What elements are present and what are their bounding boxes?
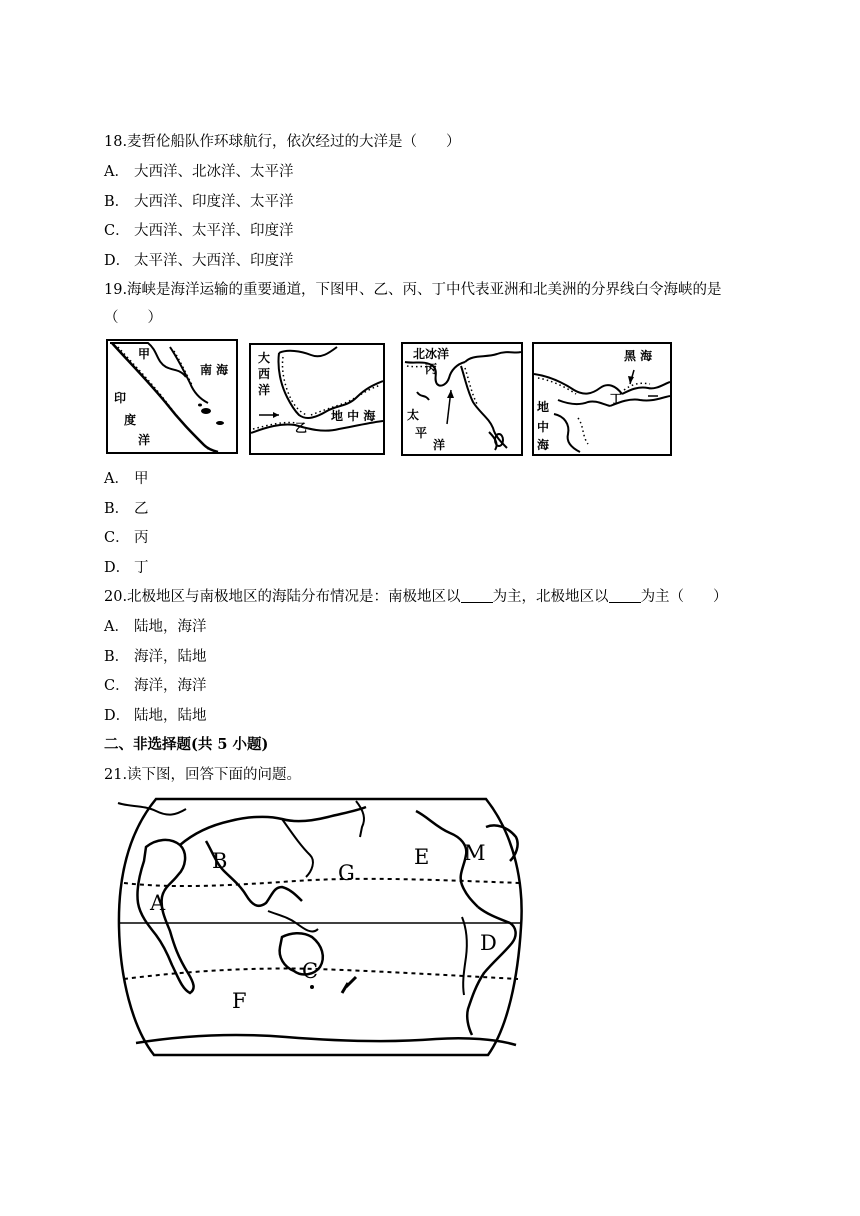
world-map: [116, 797, 526, 1057]
strait-map-jia-drawing: [108, 341, 236, 452]
answer-blank-2[interactable]: [609, 588, 641, 603]
label-heihai: 黑 海: [624, 349, 653, 363]
q18-option-b[interactable]: [104, 190, 294, 211]
label-yang: 洋: [433, 438, 446, 452]
q20-stem-part3: 为主（ ）: [640, 589, 728, 605]
option-text: 太平洋、大西洋、印度洋: [134, 253, 294, 269]
label-ding: 丁: [610, 392, 623, 406]
option-text: 大西洋、太平洋、印度洋: [134, 223, 294, 239]
option-letter: A．: [104, 471, 129, 487]
q21-stem: 21.读下图，回答下面的问题。: [104, 767, 302, 783]
label-du: 度: [124, 413, 137, 427]
map-label-g: G: [338, 861, 355, 885]
label-di: 地: [537, 400, 550, 414]
label-nanhai: 南 海: [200, 363, 229, 377]
label-beibingyang: 北冰洋: [413, 347, 450, 361]
q20-stem-part2: 为主，北极地区以: [492, 589, 609, 605]
q18-option-d[interactable]: [104, 249, 294, 270]
label-da: 大: [258, 351, 271, 365]
q19-option-a[interactable]: [104, 467, 149, 488]
strait-map-ding: [532, 342, 672, 456]
strait-map-bing: [401, 342, 523, 456]
option-letter: A．: [104, 619, 129, 635]
q19-stem-line1: 19.海峡是海洋运输的重要通道，下图甲、乙、丙、丁中代表亚洲和北美洲的分界线白令海峡的是: [104, 282, 722, 298]
map-label-a: A: [150, 891, 166, 915]
label-yang: 洋: [258, 383, 271, 397]
map-label-c: C: [302, 959, 319, 983]
q19-option-c[interactable]: [104, 526, 149, 547]
option-letter: B．: [104, 194, 130, 210]
option-text: 海洋，陆地: [134, 649, 207, 665]
q18-stem: 18.麦哲伦船队作环球航行，依次经过的大洋是（ ）: [104, 134, 461, 150]
option-text: 陆地，海洋: [134, 619, 207, 635]
label-dizhonghai: 地 中 海: [331, 409, 376, 423]
option-text: 甲: [134, 471, 149, 487]
q20-stem-part1: 20.北极地区与南极地区的海陆分布情况是：南极地区以: [104, 589, 461, 605]
q20-option-c[interactable]: [104, 674, 207, 695]
label-zhong: 中: [537, 420, 550, 434]
label-hai: 海: [537, 438, 550, 452]
label-yi: 乙: [295, 421, 308, 435]
answer-blank-1[interactable]: [461, 588, 493, 603]
label-xi: 西: [258, 367, 271, 381]
label-jia: 甲: [138, 347, 151, 361]
map-label-e: E: [414, 845, 430, 869]
q19-stem-line2: （ ）: [104, 310, 162, 326]
q18-option-a[interactable]: [104, 160, 294, 181]
option-letter: C．: [104, 530, 130, 546]
label-bing: 丙: [425, 362, 438, 376]
label-yin: 印: [114, 391, 127, 405]
option-text: 丁: [134, 560, 149, 576]
section-title: 二、非选择题(共 5 小题): [104, 736, 269, 753]
option-letter: C．: [104, 678, 130, 694]
q20-option-d[interactable]: [104, 704, 207, 725]
option-text: 丙: [134, 530, 149, 546]
option-letter: D．: [104, 708, 131, 724]
world-map-drawing: [116, 797, 526, 1057]
q18-option-c[interactable]: [104, 219, 294, 240]
option-letter: D．: [104, 253, 131, 269]
label-ping: 平: [415, 426, 428, 440]
option-text: 乙: [134, 501, 149, 517]
q20-option-b[interactable]: [104, 645, 207, 666]
q19-option-d[interactable]: [104, 556, 149, 577]
map-label-m: M: [464, 841, 486, 865]
option-letter: A．: [104, 164, 129, 180]
strait-map-yi: [249, 343, 385, 455]
option-letter: B．: [104, 649, 130, 665]
q19-option-b[interactable]: [104, 497, 149, 518]
option-text: 大西洋、北冰洋、太平洋: [134, 164, 294, 180]
q20-option-a[interactable]: [104, 615, 207, 636]
option-text: 大西洋、印度洋、太平洋: [134, 194, 294, 210]
map-label-b: B: [212, 849, 228, 873]
map-label-f: F: [232, 989, 247, 1013]
option-text: 海洋，海洋: [134, 678, 207, 694]
label-yang: 洋: [138, 433, 151, 447]
option-letter: B．: [104, 501, 130, 517]
q20-stem: [104, 585, 728, 606]
strait-map-jia: [106, 339, 238, 454]
option-letter: C．: [104, 223, 130, 239]
map-label-d: D: [480, 931, 497, 955]
option-text: 陆地，陆地: [134, 708, 207, 724]
strait-map-yi-drawing: [251, 345, 383, 453]
option-letter: D．: [104, 560, 131, 576]
label-tai: 太: [407, 408, 420, 422]
